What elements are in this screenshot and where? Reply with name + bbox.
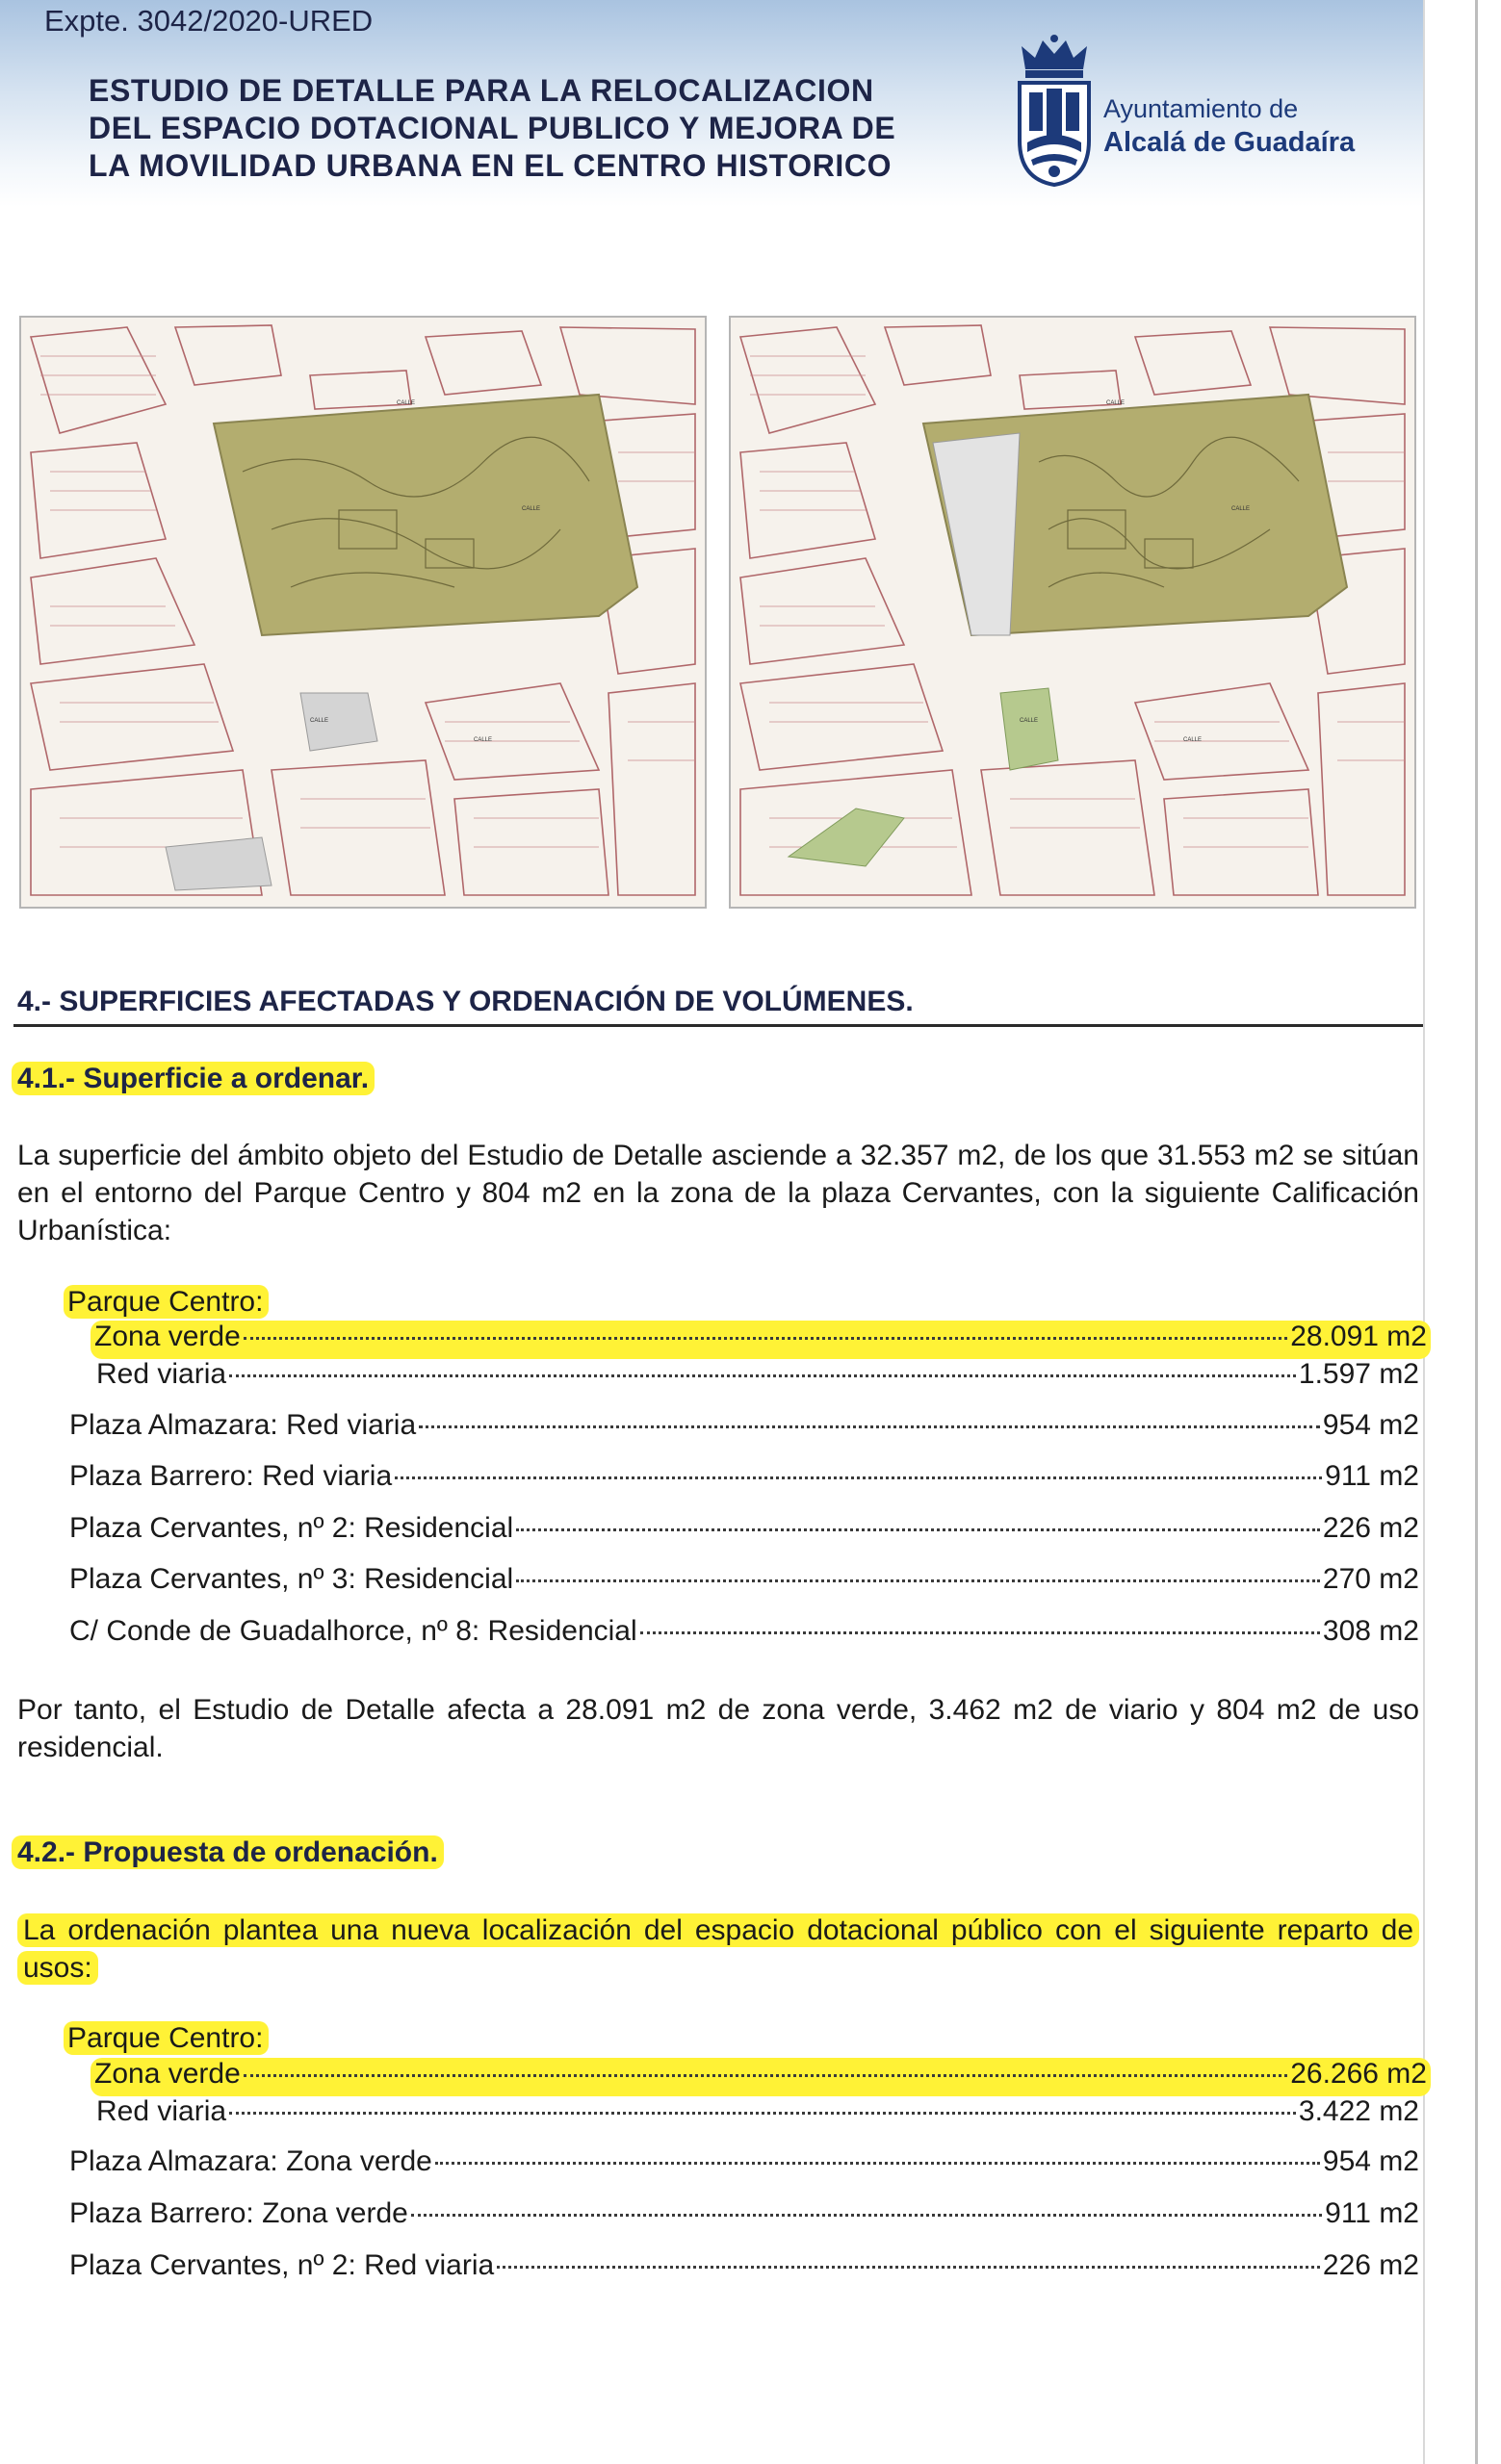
svg-text:CALLE: CALLE xyxy=(1106,400,1126,406)
document-title xyxy=(89,72,895,185)
list-item: C/ Conde de Guadalhorce, nº 8: Residencial 308 m2 xyxy=(69,1615,1419,1647)
svg-text:CALLE: CALLE xyxy=(397,400,416,406)
coat-of-arms-icon xyxy=(1006,35,1102,189)
ayuntamiento-line-2: Alcalá de Guadaíra xyxy=(1103,127,1356,158)
subsection-4-2-title: 4.2.- Propuesta de ordenación. xyxy=(12,1835,444,1869)
category-label: Parque Centro: xyxy=(64,1285,269,1319)
subsection-4-1-heading xyxy=(12,1063,375,1095)
title-line-1: ESTUDIO DE DETALLE PARA LA RELOCALIZACION xyxy=(89,73,874,108)
list-item: Zona verde 28.091 m2 xyxy=(91,1321,1431,1359)
list-item: Plaza Cervantes, nº 3: Residencial 270 m2 xyxy=(69,1563,1419,1595)
title-line-3: LA MOVILIDAD URBANA EN EL CENTRO HISTORICO xyxy=(89,148,893,183)
subsection-4-1-intro: La superficie del ámbito objeto del Estudio de Detalle asciende a 32.357 m2, de los que 31.553 m2 se sitúan en el entorno del Parque Centro y 804 m2 en la zona de la plaza Cervantes, con la siguiente Calificación Urbanística: xyxy=(17,1140,1419,1246)
subsection-4-1-summary: Por tanto, el Estudio de Detalle afecta a 28.091 m2 de zona verde, 3.462 m2 de viario y 804 m2 de uso residencial. xyxy=(17,1694,1419,1763)
list-item: Zona verde 26.266 m2 xyxy=(91,2058,1431,2096)
subsection-4-2-intro xyxy=(17,1912,1419,1987)
svg-text:CALLE: CALLE xyxy=(1231,506,1251,512)
list-item: Plaza Cervantes, nº 2: Residencial 226 m2 xyxy=(69,1512,1419,1544)
expediente-number: Expte. 3042/2020-URED xyxy=(44,4,374,38)
list-item: Plaza Barrero: Zona verde 911 m2 xyxy=(69,2197,1419,2229)
list-item: Red viaria 3.422 m2 xyxy=(96,2095,1419,2127)
svg-text:CALLE: CALLE xyxy=(522,506,541,512)
subsection-4-2-intro-text: La ordenación plantea una nueva localización del espacio dotacional público con el siguiente reparto de usos: xyxy=(17,1913,1419,1985)
svg-text:CALLE: CALLE xyxy=(310,718,329,724)
title-line-2: DEL ESPACIO DOTACIONAL PUBLICO Y MEJORA DE xyxy=(89,111,896,145)
map-current-state xyxy=(19,316,707,909)
svg-text:CALLE: CALLE xyxy=(1020,718,1039,724)
svg-text:CALLE: CALLE xyxy=(1183,737,1203,743)
section-heading: 4.- SUPERFICIES AFECTADAS Y ORDENACIÓN DE VOLÚMENES. xyxy=(17,986,914,1017)
subsection-4-1-title: 4.1.- Superficie a ordenar. xyxy=(12,1062,375,1095)
list-item: Plaza Almazara: Zona verde 954 m2 xyxy=(69,2145,1419,2177)
section-divider xyxy=(13,1024,1423,1027)
page-scroll-edge xyxy=(1423,0,1501,2464)
svg-text:CALLE: CALLE xyxy=(474,737,493,743)
category-parque-centro-1 xyxy=(64,1286,269,1319)
map-proposed-state xyxy=(729,316,1416,909)
list-item: Plaza Cervantes, nº 2: Red viaria 226 m2 xyxy=(69,2249,1419,2281)
list-item: Red viaria 1.597 m2 xyxy=(96,1358,1419,1390)
subsection-4-2-heading xyxy=(12,1836,444,1869)
ayuntamiento-name xyxy=(1103,92,1355,160)
list-item: Plaza Almazara: Red viaria 954 m2 xyxy=(69,1409,1419,1441)
list-item: Plaza Barrero: Red viaria 911 m2 xyxy=(69,1460,1419,1492)
category-label: Parque Centro: xyxy=(64,2021,269,2055)
category-parque-centro-2 xyxy=(64,2022,269,2055)
ayuntamiento-line-1: Ayuntamiento de xyxy=(1103,94,1299,123)
